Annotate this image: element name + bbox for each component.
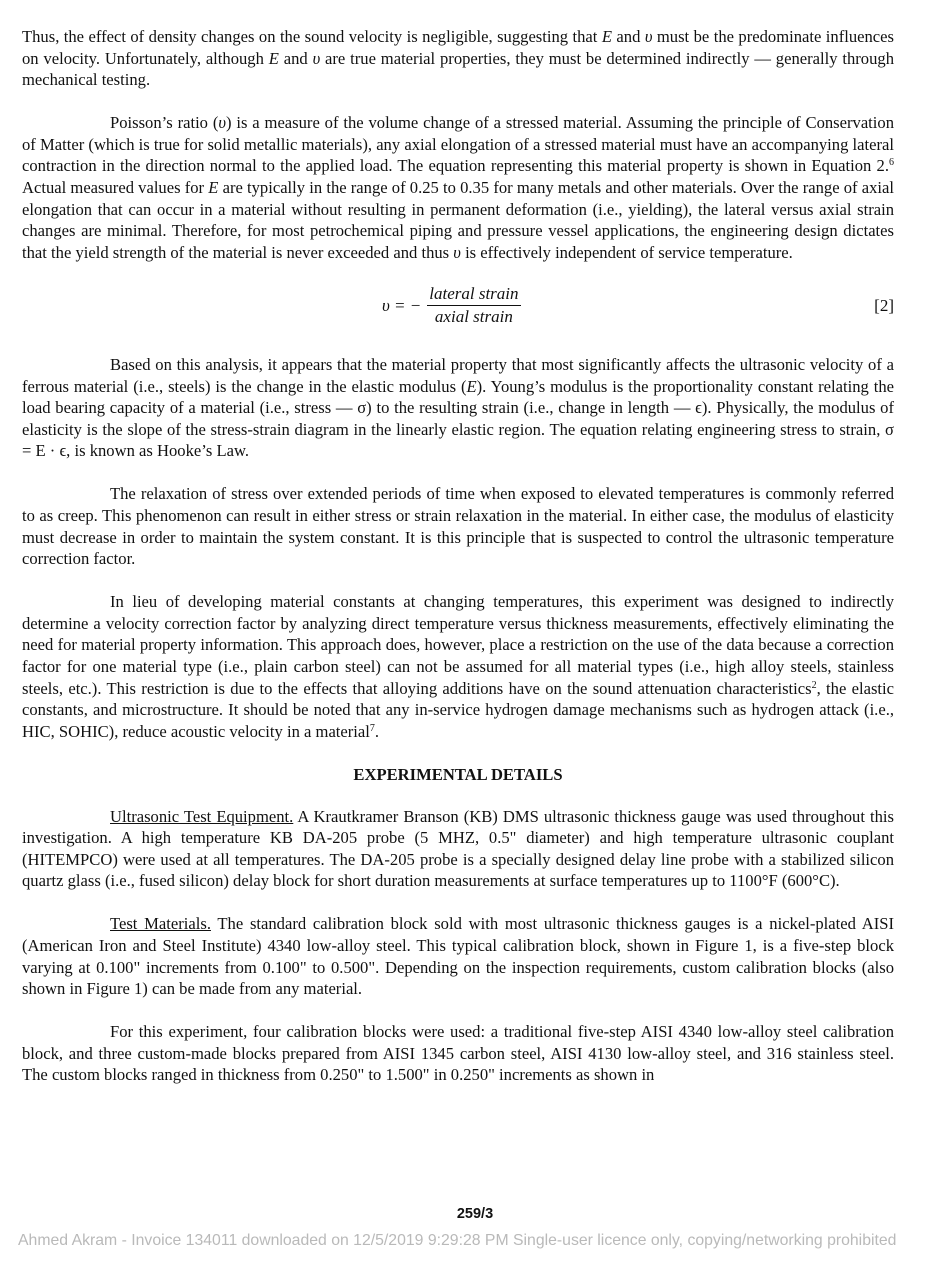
- run-in-heading: Ultrasonic Test Equipment.: [110, 806, 294, 826]
- section-heading: EXPERIMENTAL DETAILS: [353, 764, 563, 784]
- equation-number: [2]: [874, 295, 894, 315]
- equation-numerator: lateral strain: [427, 283, 520, 306]
- equation-2: [22, 279, 894, 333]
- page-number: 259/3: [456, 1206, 494, 1222]
- paragraph-test-equipment: Ultrasonic Test Equipment. A Krautkramer Branson (KB) DMS ultrasonic thickness gauge was used throughout this investigation. A high temperature KB DA-205 probe (5 MHZ, 0.5" diameter) and high temperature ultrasonic couplant (HITEMPCO) were used at all temperatures. The DA-205 probe is a specially designed delay line probe with a stabilized silicon quartz glass (i.e., fused silicon) delay block for short duration measurements at surface temperatures up to 1100°F (600°C).: [22, 806, 894, 891]
- document-page: [22, 26, 894, 1108]
- paragraph-calibration-blocks: For this experiment, four calibration blocks were used: a traditional five-step AISI 4340 low-alloy steel calibration block, and three custom-made blocks prepared from AISI 1345 carbon steel, AISI 4130 low-alloy steel, and 316 stainless steel. The custom blocks ranged in thickness from 0.250" to 1.500" in 0.250" increments as shown in: [22, 1022, 894, 1085]
- paragraph-test-materials: Test Materials. The standard calibration block sold with most ultrasonic thickness gauges is a nickel-plated AISI (American Iron and Steel Institute) 4340 low-alloy steel. This typical calibration block, shown in Figure 1, is a five-step block varying at 0.100" increments from 0.100" to 0.500". Depending on the inspection requirements, custom calibration blocks (also shown in Figure 1) can be made from any material.: [22, 914, 894, 999]
- paragraph-creep: The relaxation of stress over extended periods of time when exposed to elevated temperatures is commonly referred to as creep. This phenomenon can result in either stress or strain relaxation in the material. In either case, the modulus of elasticity must decrease in order to maintain the system constant. It is this principle that is suspected to control the ultrasonic temperature correction factor.: [22, 484, 894, 569]
- equation-denominator: axial strain: [434, 307, 513, 327]
- paragraph-correction-factor: In lieu of developing material constants at changing temperatures, this experiment was designed to indirectly determine a velocity correction factor by analyzing direct temperature versus thickness measurements, effectively eliminating the need for material property information. This approach does, however, place a restriction on the use of the data because a correction factor for one material type (i.e., plain carbon steel) can not be assumed for all material types (i.e., high alloy steels, stainless steels, etc.). This restriction is due to the effects that alloying additions have on the sound attenuation characteristics$^2$, the elastic constants, and microstructure. It should be noted that any in-service hydrogen damage mechanisms such as hydrogen attack (i.e., HIC, SOHIC), reduce acoustic velocity in a material$^7$.: [22, 592, 894, 741]
- paragraph-elastic-modulus: Based on this analysis, it appears that the material property that most significantly affects the ultrasonic velocity of a ferrous material (i.e., steels) is the change in the elastic modulus (E). Young’s modulus is the proportionality constant relating the load bearing capacity of a material (i.e., stress — σ) to the resulting strain (i.e., change in length — ϵ). Physically, the modulus of elasticity is the slope of the stress-strain diagram in the linearly elastic region. The equation relating engineering stress to strain, σ = E · ϵ, is known as Hooke’s Law.: [22, 354, 895, 461]
- download-watermark: Ahmed Akram - Invoice 134011 downloaded on 12/5/2019 9:29:28 PM Single-user licence only, copying/networking prohibited: [18, 1232, 897, 1249]
- equation-fraction: [427, 283, 520, 328]
- run-in-heading: Test Materials.: [110, 914, 211, 934]
- paragraph-poissons-ratio: Poisson’s ratio (υ) is a measure of the volume change of a stressed material. Assuming the principle of Conservation of Matter (which is true for solid metallic materials), any axial elongation of a stressed material must have an accompanying lateral contraction in the direction normal to the applied load. The equation representing this material property is shown in Equation 2.$^6$ Actual measured values for E are typically in the range of 0.25 to 0.35 for many metals and other materials. Over the range of axial elongation that can occur in a material without resulting in permanent deformation (i.e., yielding), the lateral versus axial strain changes are minimal. Therefore, for most petrochemical piping and pressure vessel applications, the engineering design dictates that the yield strength of the material is never exceeded and thus υ is effectively independent of service temperature.: [22, 113, 894, 262]
- equation-lhs: υ = −: [382, 296, 422, 316]
- paragraph-density-effect: Thus, the effect of density changes on the sound velocity is negligible, suggesting that E and υ must be the predominate influences on velocity. Unfortunately, although E and υ are true material properties, they must be determined indirectly — generally through mechanical testing.: [22, 27, 894, 90]
